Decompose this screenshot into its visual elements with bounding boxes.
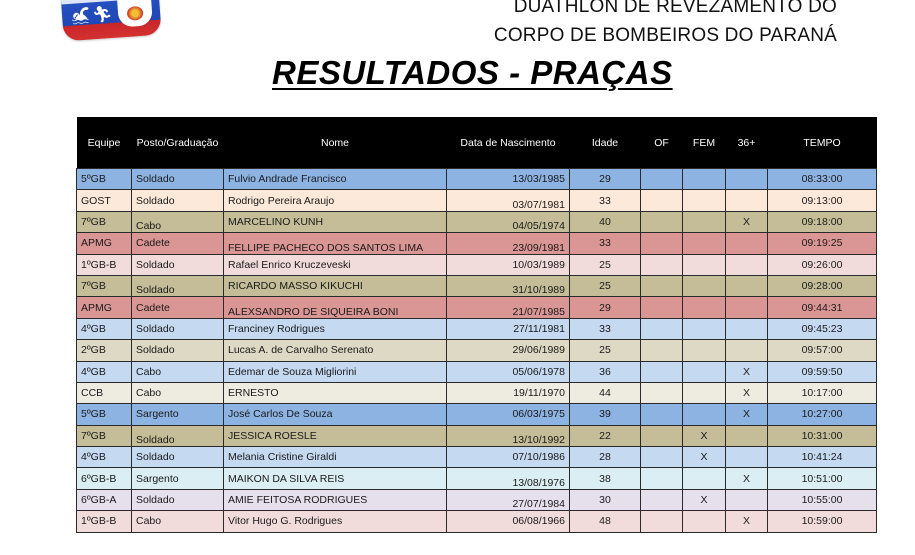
cell-idade: 29 — [570, 169, 641, 190]
cell-36plus — [726, 297, 768, 318]
cell-posto: Cabo — [132, 382, 224, 403]
cell-tempo: 08:33:00 — [768, 169, 877, 190]
cell-idade: 38 — [570, 468, 641, 489]
table-header-row — [77, 117, 877, 169]
cell-36plus — [726, 169, 768, 190]
cell-tempo: 09:13:00 — [768, 190, 877, 211]
column-header-fem: FEM — [683, 117, 726, 169]
cell-equipe: 5ºGB — [77, 169, 132, 190]
fire-department-emblem-icon — [117, 0, 153, 27]
column-header-of: OF — [641, 117, 683, 169]
cell-nascimento: 19/11/1970 — [447, 382, 570, 403]
cell-tempo: 10:41:24 — [768, 447, 877, 468]
cell-tempo: 09:57:00 — [768, 340, 877, 361]
cell-fem — [683, 254, 726, 275]
cell-nome: Franciney Rodrigues — [224, 318, 447, 339]
cell-of — [641, 511, 683, 532]
cell-fem — [683, 468, 726, 489]
cell-nome: José Carlos De Souza — [224, 404, 447, 425]
cell-nascimento: 31/10/1989 — [447, 275, 570, 296]
cell-equipe: 7ºGB — [77, 425, 132, 446]
cell-posto: Soldado — [132, 340, 224, 361]
cell-tempo: 10:59:00 — [768, 511, 877, 532]
cell-of — [641, 447, 683, 468]
cell-idade: 25 — [570, 340, 641, 361]
cell-nome: MARCELINO KUNH — [224, 211, 447, 232]
cell-equipe: 1ºGB-B — [77, 511, 132, 532]
cell-nome: Melania Cristine Giraldi — [224, 447, 447, 468]
cell-36plus — [726, 489, 768, 510]
cell-idade: 29 — [570, 297, 641, 318]
table-row — [77, 511, 877, 532]
cell-nascimento: 10/03/1989 — [447, 254, 570, 275]
cell-posto: Soldado — [132, 447, 224, 468]
cell-nome: RICARDO MASSO KIKUCHI — [224, 275, 447, 296]
cell-equipe: APMG — [77, 233, 132, 254]
cell-posto: Soldado — [132, 318, 224, 339]
cell-nome: MAIKON DA SILVA REIS — [224, 468, 447, 489]
column-header-equipe: Equipe — [77, 117, 132, 169]
column-header-idade: Idade — [570, 117, 641, 169]
cell-of — [641, 275, 683, 296]
cell-equipe: 4ºGB — [77, 318, 132, 339]
cell-posto: Soldado — [132, 425, 224, 446]
cell-tempo: 10:17:00 — [768, 382, 877, 403]
cell-idade: 28 — [570, 447, 641, 468]
cell-nome: Rodrigo Pereira Araujo — [224, 190, 447, 211]
table-row — [77, 382, 877, 403]
cell-posto: Sargento — [132, 468, 224, 489]
cell-posto: Soldado — [132, 275, 224, 296]
cell-tempo: 09:28:00 — [768, 275, 877, 296]
cell-of — [641, 254, 683, 275]
column-header-posto: Posto/Graduação — [132, 117, 224, 169]
cell-fem — [683, 318, 726, 339]
cell-of — [641, 382, 683, 403]
cell-posto: Soldado — [132, 254, 224, 275]
cell-nome: Vitor Hugo G. Rodrigues — [224, 511, 447, 532]
cell-nome: Edemar de Souza Migliorini — [224, 361, 447, 382]
cell-nome: ALEXSANDRO DE SIQUEIRA BONI — [224, 297, 447, 318]
cell-tempo: 09:26:00 — [768, 254, 877, 275]
cell-idade: 33 — [570, 190, 641, 211]
table-row — [77, 468, 877, 489]
cell-of — [641, 425, 683, 446]
cell-nascimento: 06/08/1966 — [447, 511, 570, 532]
cell-tempo: 10:31:00 — [768, 425, 877, 446]
cell-nascimento: 21/07/1985 — [447, 297, 570, 318]
column-header-tempo: TEMPO — [768, 117, 877, 169]
cell-nascimento: 23/09/1981 — [447, 233, 570, 254]
cell-fem — [683, 361, 726, 382]
cell-equipe: 7ºGB — [77, 211, 132, 232]
cell-equipe: CCB — [77, 382, 132, 403]
event-title-line-2: CORPO DE BOMBEIROS DO PARANÁ — [493, 25, 837, 46]
cell-nome: Rafael Enrico Kruczeveski — [224, 254, 447, 275]
table-row — [77, 211, 877, 232]
cell-fem — [683, 233, 726, 254]
cell-posto: Cabo — [132, 211, 224, 232]
cell-36plus: X — [726, 361, 768, 382]
cell-of — [641, 169, 683, 190]
cell-fem — [683, 190, 726, 211]
cell-idade: 40 — [570, 211, 641, 232]
cell-posto: Soldado — [132, 169, 224, 190]
cell-idade: 33 — [570, 318, 641, 339]
cell-fem: X — [683, 425, 726, 446]
cell-fem — [683, 404, 726, 425]
cell-tempo: 09:18:00 — [768, 211, 877, 232]
table-row — [77, 361, 877, 382]
cell-equipe: 6ºGB-B — [77, 468, 132, 489]
event-logo — [60, 0, 161, 41]
cell-of — [641, 190, 683, 211]
cell-36plus: X — [726, 511, 768, 532]
cell-idade: 25 — [570, 275, 641, 296]
cell-tempo: 09:45:23 — [768, 318, 877, 339]
table-row — [77, 254, 877, 275]
cell-equipe: APMG — [77, 297, 132, 318]
page-title: RESULTADOS - PRAÇAS — [272, 54, 673, 91]
cell-posto: Sargento — [132, 404, 224, 425]
cell-equipe: 1ºGB-B — [77, 254, 132, 275]
cell-nome: JESSICA ROESLE — [224, 425, 447, 446]
cell-fem — [683, 169, 726, 190]
table-row — [77, 297, 877, 318]
cell-equipe: 6ºGB-A — [77, 489, 132, 510]
cell-36plus — [726, 190, 768, 211]
cell-fem — [683, 275, 726, 296]
table-row — [77, 318, 877, 339]
table-row — [77, 404, 877, 425]
cell-of — [641, 233, 683, 254]
cell-posto: Cadete — [132, 233, 224, 254]
cell-tempo: 09:59:50 — [768, 361, 877, 382]
column-header-nome: Nome — [224, 117, 447, 169]
cell-equipe: 7ºGB — [77, 275, 132, 296]
swimmer-icon: 🏊︎ — [69, 7, 92, 26]
cell-of — [641, 404, 683, 425]
cell-nome: AMIE FEITOSA RODRIGUES — [224, 489, 447, 510]
cell-equipe: 4ºGB — [77, 361, 132, 382]
cell-nascimento: 07/10/1986 — [447, 447, 570, 468]
cell-nascimento: 13/08/1976 — [447, 468, 570, 489]
cell-fem: X — [683, 447, 726, 468]
cell-nome: FELLIPE PACHECO DOS SANTOS LIMA — [224, 233, 447, 254]
cell-equipe: 2ºGB — [77, 340, 132, 361]
cell-idade: 22 — [570, 425, 641, 446]
cell-idade: 25 — [570, 254, 641, 275]
cell-36plus — [726, 233, 768, 254]
cell-posto: Cabo — [132, 511, 224, 532]
cell-of — [641, 468, 683, 489]
cell-idade: 44 — [570, 382, 641, 403]
cell-idade: 48 — [570, 511, 641, 532]
table-row — [77, 275, 877, 296]
table-row — [77, 340, 877, 361]
cell-idade: 39 — [570, 404, 641, 425]
cell-nascimento: 29/06/1989 — [447, 340, 570, 361]
cell-nascimento: 06/03/1975 — [447, 404, 570, 425]
cell-36plus — [726, 425, 768, 446]
cell-posto: Cabo — [132, 361, 224, 382]
runner-icon: 🏃︎ — [91, 5, 114, 25]
cell-equipe: 5ºGB — [77, 404, 132, 425]
table-row — [77, 425, 877, 446]
cell-idade: 30 — [570, 489, 641, 510]
cell-fem — [683, 511, 726, 532]
cell-36plus — [726, 254, 768, 275]
cell-fem — [683, 211, 726, 232]
table-row — [77, 190, 877, 211]
cell-of — [641, 340, 683, 361]
cell-36plus — [726, 318, 768, 339]
cell-tempo: 10:55:00 — [768, 489, 877, 510]
table-row — [77, 489, 877, 510]
cell-nome: Lucas A. de Carvalho Serenato — [224, 340, 447, 361]
cell-fem — [683, 382, 726, 403]
cell-36plus: X — [726, 211, 768, 232]
cell-36plus: X — [726, 382, 768, 403]
cell-tempo: 09:44:31 — [768, 297, 877, 318]
cell-posto: Soldado — [132, 190, 224, 211]
cell-of — [641, 318, 683, 339]
cell-nascimento: 13/03/1985 — [447, 169, 570, 190]
cell-of — [641, 489, 683, 510]
cell-of — [641, 361, 683, 382]
cell-fem — [683, 340, 726, 361]
cell-nascimento: 05/06/1978 — [447, 361, 570, 382]
cell-nome: ERNESTO — [224, 382, 447, 403]
cell-nascimento: 04/05/1974 — [447, 211, 570, 232]
results-table — [76, 117, 877, 533]
cell-equipe: GOST — [77, 190, 132, 211]
cell-nome: Fulvio Andrade Francisco — [224, 169, 447, 190]
cell-posto: Cadete — [132, 297, 224, 318]
cell-nascimento: 03/07/1981 — [447, 190, 570, 211]
cell-of — [641, 211, 683, 232]
cell-36plus — [726, 447, 768, 468]
cell-36plus — [726, 340, 768, 361]
event-title-line-1: DUATHLON DE REVEZAMENTO DO — [513, 0, 837, 17]
cell-idade: 36 — [570, 361, 641, 382]
cell-tempo: 09:19:25 — [768, 233, 877, 254]
cell-nascimento: 27/11/1981 — [447, 318, 570, 339]
cell-fem: X — [683, 489, 726, 510]
cell-posto: Soldado — [132, 489, 224, 510]
cell-tempo: 10:27:00 — [768, 404, 877, 425]
cell-nascimento: 13/10/1992 — [447, 425, 570, 446]
cell-fem — [683, 297, 726, 318]
cell-of — [641, 297, 683, 318]
column-header-nascimento: Data de Nascimento — [447, 117, 570, 169]
column-header-36plus: 36+ — [726, 117, 768, 169]
cell-idade: 33 — [570, 233, 641, 254]
cell-tempo: 10:51:00 — [768, 468, 877, 489]
table-row — [77, 169, 877, 190]
cell-36plus: X — [726, 404, 768, 425]
table-row — [77, 233, 877, 254]
cell-36plus — [726, 275, 768, 296]
table-row — [77, 447, 877, 468]
cell-equipe: 4ºGB — [77, 447, 132, 468]
cell-36plus: X — [726, 468, 768, 489]
cell-nascimento: 27/07/1984 — [447, 489, 570, 510]
